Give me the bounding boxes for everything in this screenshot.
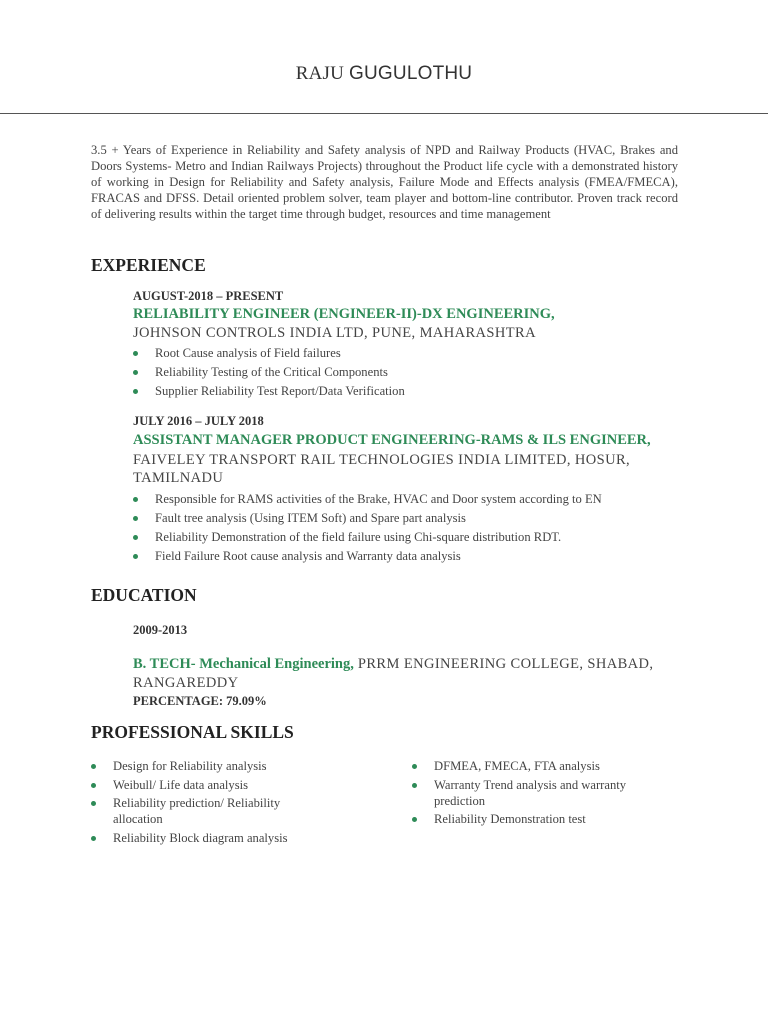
job-1-company: JOHNSON CONTROLS INDIA LTD, PUNE, MAHARASHTRA bbox=[133, 325, 536, 341]
skill-text: DFMEA, FMECA, FTA analysis bbox=[434, 759, 600, 773]
list-item bbox=[133, 491, 602, 510]
list-item bbox=[91, 830, 331, 846]
skill-text: Weibull/ Life data analysis bbox=[113, 777, 249, 792]
skill-text: Warranty Trend analysis and warranty prediction bbox=[434, 777, 627, 808]
skill-text: Reliability prediction/ Reliability allocation bbox=[113, 796, 281, 826]
job-2-role: ASSISTANT MANAGER PRODUCT ENGINEERING-RAMS & ILS ENGINEER, bbox=[133, 432, 651, 448]
skill-text: Design for Reliability analysis bbox=[113, 759, 267, 773]
duty-text: Responsible for RAMS activities of the Brake, HVAC and Door system according to EN bbox=[155, 492, 602, 506]
duty-text: Supplier Reliability Test Report/Data Verification bbox=[155, 384, 405, 398]
duty-text: Reliability Demonstration of the field failure using Chi-square distribution RDT. bbox=[155, 530, 562, 544]
list-item bbox=[133, 529, 602, 548]
job-1-date: AUGUST-2018 – PRESENT bbox=[133, 289, 284, 303]
last-name: GUGULOTHU bbox=[349, 63, 473, 84]
bullet-icon bbox=[133, 497, 138, 502]
job-2-duties bbox=[133, 491, 602, 567]
list-item bbox=[133, 548, 602, 567]
degree-name: B. TECH- Mechanical Engineering, bbox=[133, 656, 354, 672]
education-percentage: PERCENTAGE: 79.09% bbox=[133, 694, 267, 708]
bullet-icon bbox=[91, 783, 96, 788]
duty-text: Root Cause analysis of Field failures bbox=[155, 346, 341, 360]
education-degree-line bbox=[133, 655, 693, 693]
profile-summary: 3.5 + Years of Experience in Reliability and Safety analysis of NPD and Railway Products (HVAC, Brakes and Doors Systems- Metro and Indian Railways Projects) throughout the Product life cycle with a demonstrated history of working in Design for Reliability and Safety analysis, Failure Mode and Effects analysis (FMEA/FMECA), FRACAS and DFSS. Detail oriented problem solver, team player and bottom-line contributor. Proven track record of delivering results within the target time through budget, resources and time management bbox=[91, 143, 678, 221]
job-1-duties bbox=[133, 345, 405, 402]
list-item bbox=[91, 777, 331, 793]
header-divider bbox=[0, 113, 768, 114]
job-1-role: RELIABILITY ENGINEER (ENGINEER-II)-DX ENGINEERING, bbox=[133, 306, 555, 322]
bullet-icon bbox=[91, 764, 96, 769]
list-item bbox=[133, 364, 405, 383]
bullet-icon bbox=[412, 764, 417, 769]
list-item bbox=[133, 383, 405, 402]
list-item bbox=[133, 510, 602, 529]
bullet-icon bbox=[412, 783, 417, 788]
bullet-icon bbox=[91, 836, 96, 841]
bullet-icon bbox=[133, 535, 138, 540]
education-heading: EDUCATION bbox=[91, 585, 197, 605]
bullet-icon bbox=[133, 351, 138, 356]
skills-right-column bbox=[412, 758, 652, 830]
duty-text: Field Failure Root cause analysis and Warranty data analysis bbox=[155, 549, 461, 563]
list-item bbox=[91, 795, 331, 827]
list-item bbox=[412, 758, 652, 774]
list-item bbox=[91, 758, 331, 774]
skills-left-column bbox=[91, 758, 331, 848]
duty-text: Reliability Testing of the Critical Components bbox=[155, 365, 388, 379]
skill-text: Reliability Demonstration test bbox=[434, 812, 586, 826]
skills-heading: PROFESSIONAL SKILLS bbox=[91, 722, 294, 742]
list-item bbox=[412, 777, 652, 809]
list-item bbox=[133, 345, 405, 364]
bullet-icon bbox=[412, 817, 417, 822]
bullet-icon bbox=[133, 516, 138, 521]
first-name: RAJU bbox=[295, 63, 345, 84]
education-years: 2009-2013 bbox=[133, 623, 188, 637]
job-2-company: FAIVELEY TRANSPORT RAIL TECHNOLOGIES INDIA LIMITED, HOSUR, TAMILNADU bbox=[133, 452, 631, 486]
job-2-date: JULY 2016 – JULY 2018 bbox=[133, 414, 264, 428]
bullet-icon bbox=[91, 801, 96, 806]
bullet-icon bbox=[133, 554, 138, 559]
list-item bbox=[412, 811, 652, 827]
college-name: PRRM ENGINEERING COLLEGE, SHABAD, RANGAREDDY bbox=[133, 656, 654, 691]
bullet-icon bbox=[133, 389, 138, 394]
bullet-icon bbox=[133, 370, 138, 375]
duty-text: Fault tree analysis (Using ITEM Soft) and Spare part analysis bbox=[155, 511, 466, 525]
candidate-name bbox=[0, 63, 768, 85]
experience-heading: EXPERIENCE bbox=[91, 255, 206, 275]
skill-text: Reliability Block diagram analysis bbox=[113, 830, 288, 845]
